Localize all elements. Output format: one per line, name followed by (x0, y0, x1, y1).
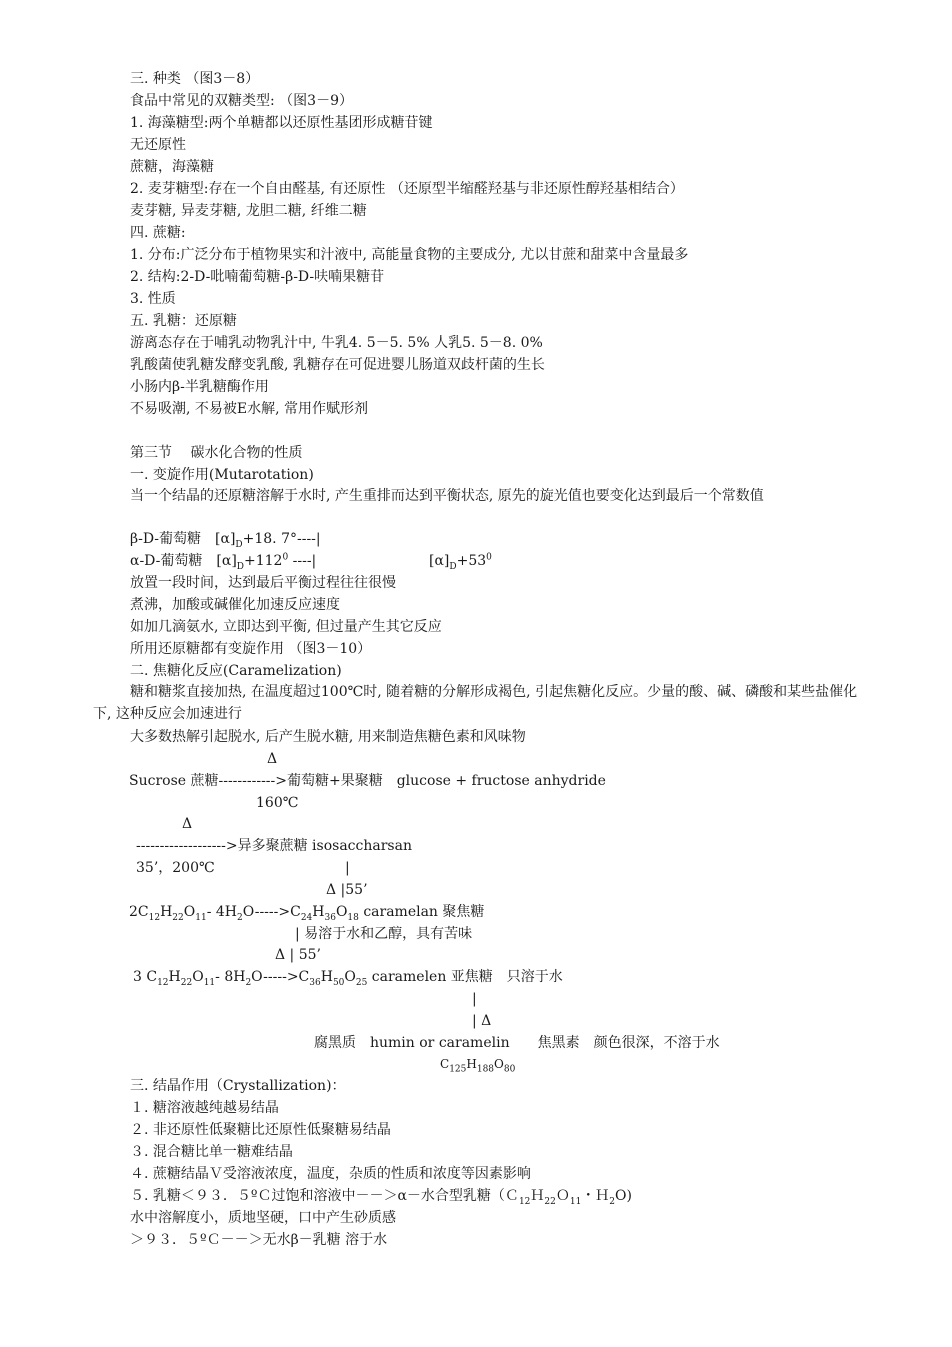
text-line: 小肠内β-半乳糖酶作用 (130, 379, 269, 395)
text-line: ３. 混合糖比单一糖难结晶 (130, 1144, 293, 1160)
text-line: 乳酸菌使乳糖发酵变乳酸, 乳糖存在可促进婴儿肠道双歧杆菌的生长 (130, 357, 545, 373)
text-line: 不易吸潮, 不易被E水解, 常用作赋形剂 (130, 401, 369, 417)
text-line: 2. 麦芽糖型:存在一个自由醛基, 有还原性 （还原型半缩醛羟基与非还原性醇羟基相结合） (130, 181, 684, 197)
subsection-heading: 二. 焦糖化反应(Caramelization) (130, 663, 342, 679)
text-line: １. 糖溶液越纯越易结晶 (130, 1100, 279, 1116)
text-line: 如加几滴氨水, 立即达到平衡, 但过量产生其它反应 (130, 619, 442, 635)
text-line: 3. 性质 (130, 291, 176, 307)
temperature-label: 160℃ (256, 795, 299, 811)
arrow-bar: | (345, 860, 350, 876)
text-line: 麦芽糖, 异麦芽糖, 龙胆二糖, 纤维二糖 (130, 203, 367, 219)
text-line: 所用还原糖都有变旋作用 （图3－10） (130, 641, 372, 657)
heading-sucrose: 四. 蔗糖: (130, 225, 186, 241)
text-line: 游离态存在于哺乳动物乳汁中, 牛乳4. 5－5. 5% 人乳5. 5－8. 0% (130, 335, 543, 351)
text-line: 大多数热解引起脱水, 后产生脱水糖, 用来制造焦糖色素和风味物 (130, 729, 526, 745)
text-line: 1. 海藻糖型:两个单糖都以还原性基团形成糖苷键 (130, 115, 433, 131)
subsection-heading: 一. 变旋作用(Mutarotation) (130, 467, 314, 483)
text-line: ２. 非还原性低聚糖比还原性低聚糖易结晶 (130, 1122, 391, 1138)
delta-symbol: Δ (267, 751, 278, 767)
text-line: ＞９３．５ºＣ－－＞无水β－乳糖 溶于水 (130, 1232, 388, 1248)
text-line: 蔗糖，海藻糖 (130, 159, 214, 175)
text-line: 食品中常见的双糖类型: （图3－9） (130, 93, 353, 109)
text-line: 1. 分布:广泛分布于植物果实和汁液中, 高能量食物的主要成分, 尤以甘蔗和甜菜中含量最多 (130, 247, 689, 263)
subsection-heading: 三. 结晶作用（Crystallization)： (130, 1078, 346, 1094)
section-heading: 第三节 碳水化合物的性质 (130, 445, 303, 461)
text-line: 2. 结构:2-D-吡喃葡萄糖-β-D-呋喃果糖苷 (130, 269, 385, 285)
reaction-isosaccharsan: ------------------->异多聚蔗糖 isosaccharsan (136, 838, 412, 854)
reaction-sucrose: Sucrose 蔗糖------------>葡萄糖+果聚糖 glucose + fructose anhydride (129, 773, 606, 789)
equilibrium-rotation: $[\alpha]_D+53^0$ (429, 552, 492, 572)
text-line: 放置一段时间，达到最后平衡过程往往很慢 (130, 575, 396, 591)
text-line: 无还原性 (130, 137, 186, 153)
paragraph-caramelization: 糖和糖浆直接加热, 在温度超过100℃时, 随着糖的分解形成褐色, 引起焦糖化反应。少量的酸、碱、磷酸和某些盐催化下, 这种反应会加速进行 (93, 684, 858, 722)
arrow-bar-delta: | Δ (472, 1013, 492, 1029)
reaction-caramelen: 3 $C_{12}H_{22}O_{11}-$ $8H_2O----->C_{36}H_{50}O_{25}$ caramelen 亚焦糖 只溶于水 (133, 969, 563, 988)
text-line: 煮沸，加酸或碱催化加速反应速度 (130, 597, 340, 613)
delta-symbol: Δ (182, 816, 193, 832)
paragraph-mutarotation: 当一个结晶的还原糖溶解于水时, 产生重排而达到平衡状态, 原先的旋光值也要变化达到最后一个常数值 (130, 488, 764, 504)
delta-label: Δ |55’ (326, 882, 368, 898)
lactose-hydrate-line: ５. 乳糖＜９３．５ºＣ过饱和溶液中－－＞α－水合型乳糖（Ｃ$_{12}$Ｈ$_{22}$Ｏ$_{11}$・Ｈ$_2$O) (130, 1188, 632, 1207)
heading-types: 三. 种类 （图3－8） (130, 71, 260, 87)
heading-lactose: 五. 乳糖：还原糖 (130, 313, 237, 329)
humin-line: 腐黑质 humin or caramelin 焦黑素 颜色很深，不溶于水 (314, 1035, 720, 1051)
text-line: ４. 蔗糖结晶Ｖ受溶液浓度，温度，杂质的性质和浓度等因素影响 (130, 1166, 531, 1182)
temperature-label: 35’，200℃ (136, 860, 215, 876)
alpha-glucose-rotation: α-D-葡萄糖 $[\alpha]_D+112^0$ ----| (130, 552, 317, 572)
solubility-note: | 易溶于水和乙醇，具有苦味 (295, 926, 473, 942)
text-line: 水中溶解度小，质地坚硬，口中产生砂质感 (130, 1210, 396, 1226)
humin-formula: $C_{125}H_{188}O_{80}$ (440, 1057, 516, 1075)
reaction-caramelan: $2C_{12}H_{22}O_{11}-$ $4H_2O----->C_{24}H_{36}O_{18}$ caramelan 聚焦糖 (129, 904, 485, 923)
beta-glucose-rotation: β-D-葡萄糖 $[\alpha]_D+18$. 7°----| (130, 531, 321, 550)
delta-label: Δ | 55’ (275, 947, 321, 963)
arrow-bar: | (472, 991, 477, 1007)
